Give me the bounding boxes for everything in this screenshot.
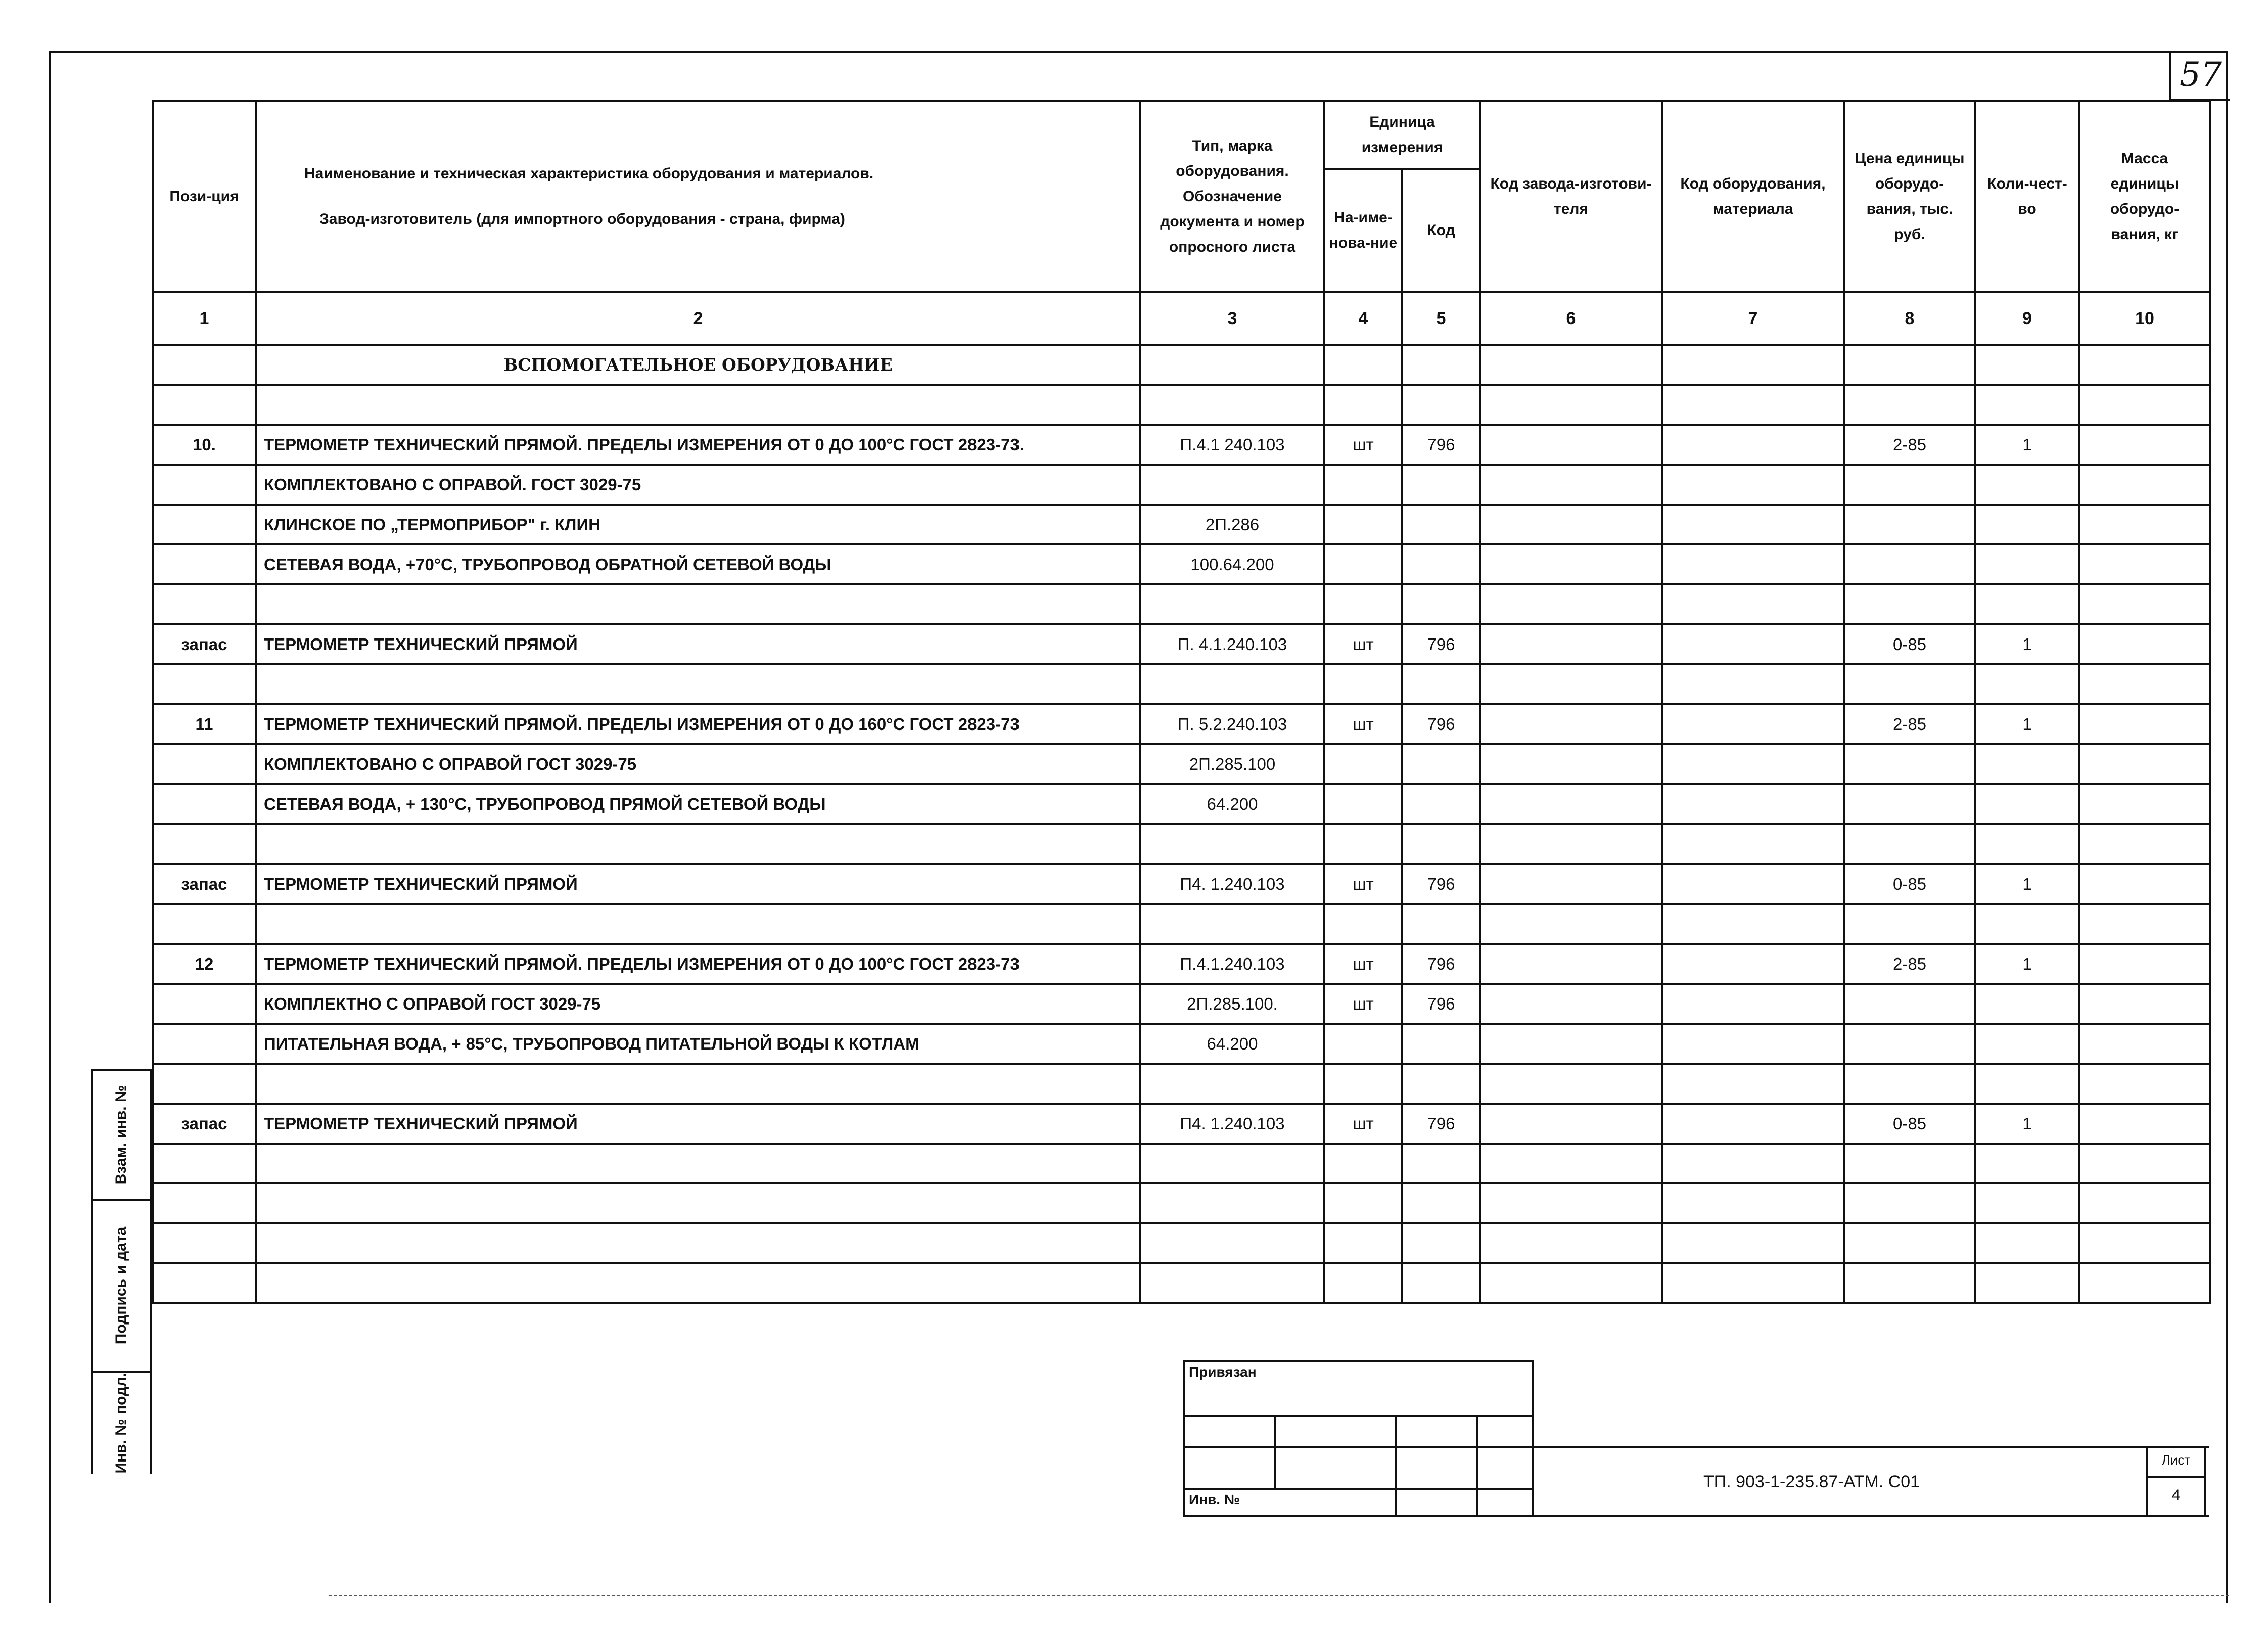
cell-unit: шт bbox=[1324, 425, 1402, 465]
cell-name bbox=[256, 1223, 1140, 1263]
cell-position: 10. bbox=[153, 425, 256, 465]
cell-type: 2П.285.100. bbox=[1140, 984, 1324, 1024]
table-row bbox=[153, 1024, 2210, 1064]
cell-position bbox=[153, 1183, 256, 1223]
cell-equipment-code bbox=[1662, 864, 1844, 904]
cell-unit: шт bbox=[1324, 624, 1402, 664]
cell-equipment-code bbox=[1662, 744, 1844, 784]
cell-type: 64.200 bbox=[1140, 1024, 1324, 1064]
cell-unit-code bbox=[1402, 1263, 1480, 1303]
cell-quantity bbox=[1975, 465, 2079, 505]
cell-mass bbox=[2079, 664, 2210, 704]
cell-price bbox=[1844, 544, 1975, 584]
cell-mass bbox=[2079, 904, 2210, 944]
cell-unit bbox=[1324, 784, 1402, 824]
cell-position: 11 bbox=[153, 704, 256, 744]
cell-factory-code bbox=[1480, 1144, 1662, 1183]
cell-position bbox=[153, 984, 256, 1024]
cell-mass bbox=[2079, 744, 2210, 784]
cell-position bbox=[153, 465, 256, 505]
cell-name: СЕТЕВАЯ ВОДА, +70°С, ТРУБОПРОВОД ОБРАТНОЙ СЕТЕВОЙ ВОДЫ bbox=[256, 544, 1140, 584]
table-row bbox=[153, 1223, 2210, 1263]
cell-quantity: 1 bbox=[1975, 704, 2079, 744]
cell-price bbox=[1844, 584, 1975, 624]
cell-unit bbox=[1324, 1024, 1402, 1064]
cell-price: 0-85 bbox=[1844, 1104, 1975, 1144]
cell-mass bbox=[2079, 624, 2210, 664]
table-row bbox=[153, 385, 2210, 425]
specification-table bbox=[152, 100, 2211, 1304]
table-row bbox=[153, 944, 2210, 984]
header-type: Тип, марка оборудования. Обозначение документа и номер опросного листа bbox=[1140, 101, 1324, 292]
cell-equipment-code bbox=[1662, 784, 1844, 824]
cell-position bbox=[153, 1024, 256, 1064]
cell-price bbox=[1844, 1183, 1975, 1223]
cell-price bbox=[1844, 1144, 1975, 1183]
table-row bbox=[153, 664, 2210, 704]
header-name-line2: Завод-изготовитель (для импортного оборудования - страна, фирма) bbox=[319, 211, 845, 227]
cell-mass bbox=[2079, 1263, 2210, 1303]
cell-quantity bbox=[1975, 904, 2079, 944]
header-mass: Масса единицы оборудо-вания, кг bbox=[2079, 101, 2210, 292]
cell-type bbox=[1140, 664, 1324, 704]
cell-type bbox=[1140, 1183, 1324, 1223]
cell-mass bbox=[2079, 1144, 2210, 1183]
table-row bbox=[153, 1064, 2210, 1104]
cell-equipment-code bbox=[1662, 584, 1844, 624]
cell-type: П. 5.2.240.103 bbox=[1140, 704, 1324, 744]
cell-mass bbox=[2079, 544, 2210, 584]
cell-unit-code bbox=[1402, 744, 1480, 784]
cell-position bbox=[153, 385, 256, 425]
side-cell-sign bbox=[93, 1201, 150, 1373]
cell-type: П. 4.1.240.103 bbox=[1140, 624, 1324, 664]
table-row bbox=[153, 624, 2210, 664]
cell-quantity bbox=[1975, 1183, 2079, 1223]
cell-price bbox=[1844, 1024, 1975, 1064]
cell-name: СЕТЕВАЯ ВОДА, + 130°С, ТРУБОПРОВОД ПРЯМОЙ СЕТЕВОЙ ВОДЫ bbox=[256, 784, 1140, 824]
header-unit-group: Единица измерения bbox=[1324, 101, 1480, 169]
cell-type: П.4.1.240.103 bbox=[1140, 944, 1324, 984]
cell-equipment-code bbox=[1662, 704, 1844, 744]
cell-equipment-code bbox=[1662, 664, 1844, 704]
cell-factory-code bbox=[1480, 1223, 1662, 1263]
header-factory-code: Код завода-изготови-теля bbox=[1480, 101, 1662, 292]
cell-unit-code: 796 bbox=[1402, 704, 1480, 744]
cell-quantity bbox=[1975, 505, 2079, 544]
cell-unit-code bbox=[1402, 1064, 1480, 1104]
cell-position bbox=[153, 1064, 256, 1104]
cell-mass bbox=[2079, 1024, 2210, 1064]
cell-unit-code bbox=[1402, 904, 1480, 944]
cell-quantity bbox=[1975, 385, 2079, 425]
cell-equipment-code bbox=[1662, 904, 1844, 944]
page-number: 57 bbox=[2169, 51, 2230, 101]
cell-unit-code bbox=[1402, 1024, 1480, 1064]
sheet-box bbox=[2146, 1446, 2206, 1517]
cell-mass bbox=[2079, 864, 2210, 904]
cell-position bbox=[153, 784, 256, 824]
table-row bbox=[153, 784, 2210, 824]
header-position: Пози-ция bbox=[153, 101, 256, 292]
cell-position bbox=[153, 505, 256, 544]
table-row bbox=[153, 824, 2210, 864]
cell-position: запас bbox=[153, 1104, 256, 1144]
cell-factory-code bbox=[1480, 505, 1662, 544]
header-equipment-code: Код оборудования, материала bbox=[1662, 101, 1844, 292]
table-row bbox=[153, 704, 2210, 744]
cell-mass bbox=[2079, 824, 2210, 864]
cell-price bbox=[1844, 824, 1975, 864]
cell-mass bbox=[2079, 584, 2210, 624]
cell-factory-code bbox=[1480, 1183, 1662, 1223]
cell-factory-code bbox=[1480, 1263, 1662, 1303]
cell-quantity: 1 bbox=[1975, 624, 2079, 664]
cell-position: запас bbox=[153, 624, 256, 664]
cell-type: 100.64.200 bbox=[1140, 544, 1324, 584]
cell-name: ТЕРМОМЕТР ТЕХНИЧЕСКИЙ ПРЯМОЙ bbox=[256, 864, 1140, 904]
cell-name: ТЕРМОМЕТР ТЕХНИЧЕСКИЙ ПРЯМОЙ. ПРЕДЕЛЫ ИЗМЕРЕНИЯ ОТ 0 ДО 160°С ГОСТ 2823-73 bbox=[256, 704, 1140, 744]
cell-type bbox=[1140, 465, 1324, 505]
cell-name bbox=[256, 1263, 1140, 1303]
cell-quantity: 1 bbox=[1975, 425, 2079, 465]
cell-position bbox=[153, 1263, 256, 1303]
cell-unit bbox=[1324, 664, 1402, 704]
cell-factory-code bbox=[1480, 944, 1662, 984]
column-number: 7 bbox=[1662, 292, 1844, 345]
cell-unit-code: 796 bbox=[1402, 425, 1480, 465]
column-number: 1 bbox=[153, 292, 256, 345]
cell-name: ТЕРМОМЕТР ТЕХНИЧЕСКИЙ ПРЯМОЙ. ПРЕДЕЛЫ ИЗМЕРЕНИЯ ОТ 0 ДО 100°С ГОСТ 2823-73 bbox=[256, 944, 1140, 984]
cell-unit bbox=[1324, 544, 1402, 584]
cell-quantity bbox=[1975, 744, 2079, 784]
cell-name: ТЕРМОМЕТР ТЕХНИЧЕСКИЙ ПРЯМОЙ bbox=[256, 624, 1140, 664]
table-row bbox=[153, 584, 2210, 624]
cell-mass bbox=[2079, 784, 2210, 824]
table-row bbox=[153, 1183, 2210, 1223]
cell-position bbox=[153, 544, 256, 584]
cell-price bbox=[1844, 984, 1975, 1024]
cell-name bbox=[256, 664, 1140, 704]
cell-mass bbox=[2079, 465, 2210, 505]
cell-type: 2П.286 bbox=[1140, 505, 1324, 544]
table-row bbox=[153, 425, 2210, 465]
cell-unit bbox=[1324, 904, 1402, 944]
cell-position bbox=[153, 664, 256, 704]
cell-unit-code bbox=[1402, 465, 1480, 505]
table-row bbox=[153, 1263, 2210, 1303]
cell-factory-code bbox=[1480, 864, 1662, 904]
cell-name: ПИТАТЕЛЬНАЯ ВОДА, + 85°С, ТРУБОПРОВОД ПИТАТЕЛЬНОЙ ВОДЫ К КОТЛАМ bbox=[256, 1024, 1140, 1064]
cell-type bbox=[1140, 1263, 1324, 1303]
cell-factory-code bbox=[1480, 904, 1662, 944]
cell-unit-code: 796 bbox=[1402, 984, 1480, 1024]
side-label-sign: Подпись и дата bbox=[113, 1226, 129, 1345]
cell-factory-code bbox=[1480, 1064, 1662, 1104]
cell-unit-code bbox=[1402, 1183, 1480, 1223]
cell-unit bbox=[1324, 1223, 1402, 1263]
cell-equipment-code bbox=[1662, 1144, 1844, 1183]
cell-position: запас bbox=[153, 864, 256, 904]
cell-name: КОМПЛЕКТОВАНО С ОПРАВОЙ. ГОСТ 3029-75 bbox=[256, 465, 1140, 505]
cell-type bbox=[1140, 385, 1324, 425]
cell-unit bbox=[1324, 385, 1402, 425]
cell-quantity: 1 bbox=[1975, 944, 2079, 984]
cell-price bbox=[1844, 1064, 1975, 1104]
cell-unit-code: 796 bbox=[1402, 1104, 1480, 1144]
cell-price bbox=[1844, 505, 1975, 544]
cell-factory-code bbox=[1480, 624, 1662, 664]
cell-quantity: 1 bbox=[1975, 864, 2079, 904]
cell-unit bbox=[1324, 505, 1402, 544]
table-row bbox=[153, 465, 2210, 505]
section-title: ВСПОМОГАТЕЛЬНОЕ ОБОРУДОВАНИЕ bbox=[256, 345, 1140, 385]
cell-mass bbox=[2079, 704, 2210, 744]
table-row bbox=[153, 544, 2210, 584]
cell-name bbox=[256, 1144, 1140, 1183]
cell-factory-code bbox=[1480, 744, 1662, 784]
cell-unit-code bbox=[1402, 664, 1480, 704]
cell-quantity bbox=[1975, 1223, 2079, 1263]
side-label-orig: Инв. № подл. bbox=[113, 1373, 129, 1474]
cell-quantity bbox=[1975, 1064, 2079, 1104]
cell-mass bbox=[2079, 425, 2210, 465]
cell-unit-code: 796 bbox=[1402, 624, 1480, 664]
header-quantity: Коли-чест-во bbox=[1975, 101, 2079, 292]
cell-equipment-code bbox=[1662, 385, 1844, 425]
cell-mass bbox=[2079, 984, 2210, 1024]
cell-quantity bbox=[1975, 784, 2079, 824]
cell-equipment-code bbox=[1662, 544, 1844, 584]
binding-stamp bbox=[1183, 1360, 1534, 1517]
cell-unit bbox=[1324, 824, 1402, 864]
cell-equipment-code bbox=[1662, 1024, 1844, 1064]
cell-mass bbox=[2079, 505, 2210, 544]
cell-quantity: 1 bbox=[1975, 1104, 2079, 1144]
cell-price bbox=[1844, 744, 1975, 784]
cell-unit-code bbox=[1402, 784, 1480, 824]
cell-mass bbox=[2079, 944, 2210, 984]
cell-price bbox=[1844, 904, 1975, 944]
cell-factory-code bbox=[1480, 385, 1662, 425]
cell-type bbox=[1140, 824, 1324, 864]
cell-quantity bbox=[1975, 1144, 2079, 1183]
cell-type: П4. 1.240.103 bbox=[1140, 1104, 1324, 1144]
cell-quantity bbox=[1975, 544, 2079, 584]
cell-unit: шт bbox=[1324, 1104, 1402, 1144]
cell-name: КЛИНСКОЕ ПО „ТЕРМОПРИБОР" г. КЛИН bbox=[256, 505, 1140, 544]
cell-type: 64.200 bbox=[1140, 784, 1324, 824]
cell-quantity bbox=[1975, 984, 2079, 1024]
table-row bbox=[153, 904, 2210, 944]
cell-equipment-code bbox=[1662, 624, 1844, 664]
cell-equipment-code bbox=[1662, 824, 1844, 864]
document-number: ТП. 903-1-235.87-АТМ. С01 bbox=[1703, 1472, 1920, 1491]
cell-price bbox=[1844, 664, 1975, 704]
cell-position bbox=[153, 1144, 256, 1183]
cell-factory-code bbox=[1480, 544, 1662, 584]
cell-unit bbox=[1324, 744, 1402, 784]
cell-equipment-code bbox=[1662, 465, 1844, 505]
cell-name: КОМПЛЕКТНО С ОПРАВОЙ ГОСТ 3029-75 bbox=[256, 984, 1140, 1024]
header-row bbox=[153, 101, 2210, 169]
side-stamp bbox=[91, 1069, 152, 1474]
cell-type bbox=[1140, 904, 1324, 944]
cell-price bbox=[1844, 465, 1975, 505]
cell-factory-code bbox=[1480, 824, 1662, 864]
cell-name bbox=[256, 584, 1140, 624]
cell-equipment-code bbox=[1662, 944, 1844, 984]
column-number: 3 bbox=[1140, 292, 1324, 345]
cell-price bbox=[1844, 784, 1975, 824]
cell-unit: шт bbox=[1324, 864, 1402, 904]
cell-type bbox=[1140, 1064, 1324, 1104]
cell-unit-code bbox=[1402, 505, 1480, 544]
sheet-label: Лист bbox=[2148, 1446, 2204, 1478]
cell-name bbox=[256, 385, 1140, 425]
cell-unit-code bbox=[1402, 385, 1480, 425]
column-number: 2 bbox=[256, 292, 1140, 345]
cell-position bbox=[153, 1223, 256, 1263]
column-number: 6 bbox=[1480, 292, 1662, 345]
cell-type bbox=[1140, 1223, 1324, 1263]
cell-price bbox=[1844, 1223, 1975, 1263]
cell-unit bbox=[1324, 1183, 1402, 1223]
cell-position bbox=[153, 744, 256, 784]
cell-type bbox=[1140, 584, 1324, 624]
table-row bbox=[153, 744, 2210, 784]
cell-equipment-code bbox=[1662, 984, 1844, 1024]
bound-label: Привязан bbox=[1184, 1361, 1533, 1416]
cell-type bbox=[1140, 1144, 1324, 1183]
cell-factory-code bbox=[1480, 584, 1662, 624]
cell-factory-code bbox=[1480, 425, 1662, 465]
cell-factory-code bbox=[1480, 784, 1662, 824]
cell-mass bbox=[2079, 1223, 2210, 1263]
cell-unit bbox=[1324, 1144, 1402, 1183]
cell-mass bbox=[2079, 1183, 2210, 1223]
cell-quantity bbox=[1975, 584, 2079, 624]
bottom-trim-line bbox=[329, 1595, 2229, 1596]
cell-type: П.4.1 240.103 bbox=[1140, 425, 1324, 465]
table-row bbox=[153, 864, 2210, 904]
side-cell-orig bbox=[93, 1373, 150, 1474]
cell-unit-code bbox=[1402, 824, 1480, 864]
table-row bbox=[153, 1104, 2210, 1144]
cell-unit bbox=[1324, 1263, 1402, 1303]
cell-mass bbox=[2079, 385, 2210, 425]
cell-unit-code bbox=[1402, 1144, 1480, 1183]
cell-factory-code bbox=[1480, 465, 1662, 505]
cell-unit bbox=[1324, 465, 1402, 505]
cell-unit-code: 796 bbox=[1402, 864, 1480, 904]
cell-unit bbox=[1324, 584, 1402, 624]
header-name-line1: Наименование и техническая характеристика оборудования и материалов. bbox=[304, 165, 874, 182]
cell-unit-code bbox=[1402, 584, 1480, 624]
column-number: 4 bbox=[1324, 292, 1402, 345]
cell-factory-code bbox=[1480, 984, 1662, 1024]
column-number-row bbox=[153, 292, 2210, 345]
cell-equipment-code bbox=[1662, 1183, 1844, 1223]
side-label-swap: Взам. инв. № bbox=[113, 1085, 129, 1185]
cell-factory-code bbox=[1480, 1024, 1662, 1064]
cell-factory-code bbox=[1480, 1104, 1662, 1144]
cell-factory-code bbox=[1480, 704, 1662, 744]
cell-equipment-code bbox=[1662, 1104, 1844, 1144]
cell-price: 2-85 bbox=[1844, 704, 1975, 744]
header-unit-code: Код bbox=[1402, 169, 1480, 292]
cell-unit-code: 796 bbox=[1402, 944, 1480, 984]
column-number: 10 bbox=[2079, 292, 2210, 345]
cell-position bbox=[153, 584, 256, 624]
sheet-value: 4 bbox=[2171, 1487, 2181, 1503]
cell-name: ТЕРМОМЕТР ТЕХНИЧЕСКИЙ ПРЯМОЙ. ПРЕДЕЛЫ ИЗМЕРЕНИЯ ОТ 0 ДО 100°С ГОСТ 2823-73. bbox=[256, 425, 1140, 465]
cell-unit-code bbox=[1402, 1223, 1480, 1263]
cell-equipment-code bbox=[1662, 1223, 1844, 1263]
section-row bbox=[153, 345, 2210, 385]
table-row bbox=[153, 984, 2210, 1024]
cell-mass bbox=[2079, 1064, 2210, 1104]
column-number: 8 bbox=[1844, 292, 1975, 345]
cell-equipment-code bbox=[1662, 1064, 1844, 1104]
cell-quantity bbox=[1975, 1024, 2079, 1064]
cell-quantity bbox=[1975, 824, 2079, 864]
header-unit-name: На-име-нова-ние bbox=[1324, 169, 1402, 292]
cell-name: КОМПЛЕКТОВАНО С ОПРАВОЙ ГОСТ 3029-75 bbox=[256, 744, 1140, 784]
header-price: Цена единицы оборудо-вания, тыс. руб. bbox=[1844, 101, 1975, 292]
cell-price: 2-85 bbox=[1844, 944, 1975, 984]
cell-name bbox=[256, 1064, 1140, 1104]
cell-quantity bbox=[1975, 1263, 2079, 1303]
cell-mass bbox=[2079, 1104, 2210, 1144]
cell-equipment-code bbox=[1662, 505, 1844, 544]
cell-equipment-code bbox=[1662, 1263, 1844, 1303]
side-cell-swap bbox=[93, 1069, 150, 1201]
cell-factory-code bbox=[1480, 664, 1662, 704]
table-row bbox=[153, 1144, 2210, 1183]
table-row bbox=[153, 505, 2210, 544]
cell-position bbox=[153, 824, 256, 864]
cell-price: 0-85 bbox=[1844, 624, 1975, 664]
column-number: 9 bbox=[1975, 292, 2079, 345]
cell-quantity bbox=[1975, 664, 2079, 704]
inv-label: Инв. № bbox=[1184, 1489, 1396, 1516]
cell-price: 2-85 bbox=[1844, 425, 1975, 465]
cell-type: 2П.285.100 bbox=[1140, 744, 1324, 784]
header-name bbox=[256, 101, 1140, 292]
cell-position: 12 bbox=[153, 944, 256, 984]
cell-name bbox=[256, 1183, 1140, 1223]
cell-price bbox=[1844, 385, 1975, 425]
cell-unit: шт bbox=[1324, 704, 1402, 744]
cell-name bbox=[256, 824, 1140, 864]
cell-unit: шт bbox=[1324, 984, 1402, 1024]
cell-unit-code bbox=[1402, 544, 1480, 584]
cell-price: 0-85 bbox=[1844, 864, 1975, 904]
cell-type: П4. 1.240.103 bbox=[1140, 864, 1324, 904]
cell-name: ТЕРМОМЕТР ТЕХНИЧЕСКИЙ ПРЯМОЙ bbox=[256, 1104, 1140, 1144]
cell-position bbox=[153, 904, 256, 944]
column-number: 5 bbox=[1402, 292, 1480, 345]
cell-unit: шт bbox=[1324, 944, 1402, 984]
cell-equipment-code bbox=[1662, 425, 1844, 465]
cell-price bbox=[1844, 1263, 1975, 1303]
cell-name bbox=[256, 904, 1140, 944]
cell-unit bbox=[1324, 1064, 1402, 1104]
